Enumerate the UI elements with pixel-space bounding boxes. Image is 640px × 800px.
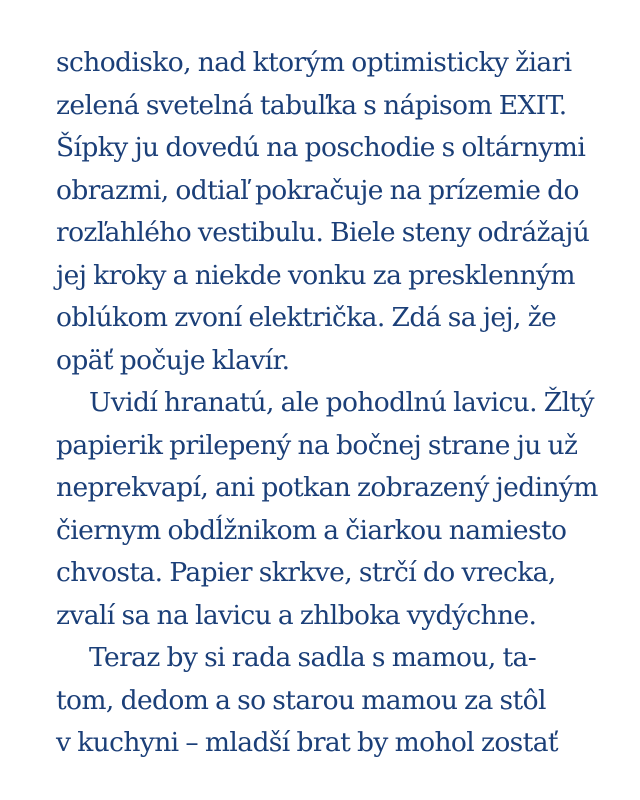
- text-line: papierik prilepený na bočnej strane ju už: [56, 429, 578, 461]
- text-line: schodisko, nad ktorým optimisticky žiari: [56, 47, 572, 78]
- text-line: neprekvapí, ani potkan zobrazený jediným: [56, 472, 598, 503]
- text-line: rozľahlého vestibulu. Biele steny odrážajú: [56, 217, 590, 248]
- paragraph-first-line: Uvidí hranatú, ale pohodlnú lavicu. Žltý: [89, 387, 594, 418]
- text-line: jej kroky a niekde vonku za presklenným: [56, 259, 575, 291]
- text-line: obrazmi, odtiaľ pokračuje na prízemie do: [56, 174, 579, 206]
- text-page: [56, 42, 636, 765]
- text-line: chvosta. Papier skrkve, strčí do vrecka,: [56, 557, 556, 588]
- text-line: v kuchyni – mladší brat by mohol zostať: [56, 727, 558, 758]
- text-line: zvalí sa na lavicu a zhlboka vydýchne.: [56, 599, 537, 631]
- text-line: oblúkom zvoní električka. Zdá sa jej, že: [56, 302, 557, 333]
- text-line: čiernym obdĺžnikom a čiarkou namiesto: [56, 514, 567, 546]
- paragraph-first-line: Teraz by si rada sadla s mamou, ta-: [89, 642, 537, 673]
- text-line: tom, dedom a so starou mamou za stôl: [56, 684, 546, 716]
- text-line: zelená svetelná tabuľka s nápisom EXIT.: [56, 89, 567, 121]
- text-line: opäť počuje klavír.: [56, 344, 290, 376]
- text-line: Šípky ju dovedú na poschodie s oltárnymi: [56, 132, 586, 163]
